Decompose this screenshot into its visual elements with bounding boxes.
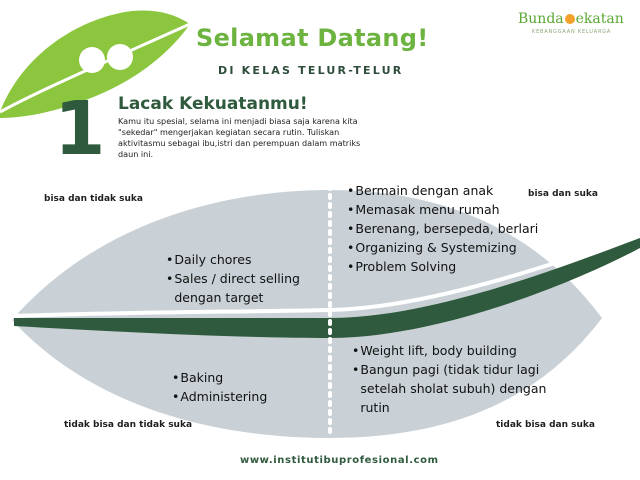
list-item: •Weight lift, body building — [352, 343, 517, 358]
bottom-left-list — [172, 368, 267, 406]
list-item: •Bangun pagi (tidak tidur lagi — [352, 362, 540, 377]
list-item: •Memasak menu rumah — [347, 202, 500, 217]
egg-icon-1 — [79, 47, 105, 73]
step-title: Lacak Kekuatanmu! — [118, 94, 308, 114]
brand-logo — [518, 11, 624, 27]
list-item: •Daily chores — [166, 252, 252, 267]
bottom-right-list — [352, 341, 546, 417]
quadrant-label-bottom-left: tidak bisa dan tidak suka — [64, 420, 193, 430]
quadrant-label-top-left: bisa dan tidak suka — [44, 194, 143, 204]
list-item: •Problem Solving — [347, 259, 457, 274]
step-instruction: Kamu itu spesial, selama ini menjadi biasa saja karena kita "sekedar" mengerjakan kegiatan secara rutin. Tuliskan aktivitasmu sebagai ibu,istri dan perempuan dalam matriks daun ini. — [118, 116, 361, 159]
list-item: setelah sholat subuh) dengan — [360, 381, 547, 396]
list-item: dengan target — [174, 290, 264, 305]
list-item: •Baking — [172, 370, 224, 385]
quadrant-label-bottom-right: tidak bisa dan suka — [496, 420, 595, 430]
list-item: •Bermain dengan anak — [347, 183, 494, 198]
top-right-list — [347, 181, 538, 276]
top-left-list — [166, 250, 300, 307]
brand-name-part1: Bunda — [518, 11, 564, 27]
brand-name-part2: ekatan — [575, 11, 624, 27]
list-item: •Sales / direct selling — [166, 271, 300, 286]
step-number: 1 — [54, 86, 106, 172]
quadrant-label-top-right: bisa dan suka — [528, 189, 598, 199]
brand-dot-icon — [565, 14, 575, 24]
footer-website-link[interactable]: www.institutibuprofesional.com — [240, 455, 439, 466]
page-title: Selamat Datang! — [196, 24, 429, 52]
list-item: •Organizing & Systemizing — [347, 240, 517, 255]
egg-icon-2 — [107, 44, 133, 70]
list-item: •Administering — [172, 389, 268, 404]
list-item: •Berenang, bersepeda, berlari — [347, 221, 539, 236]
brand-tagline: KEBANGGAAN KELUARGA — [532, 29, 612, 35]
list-item: rutin — [360, 400, 390, 415]
page-subtitle: DI KELAS TELUR-TELUR — [218, 64, 404, 77]
